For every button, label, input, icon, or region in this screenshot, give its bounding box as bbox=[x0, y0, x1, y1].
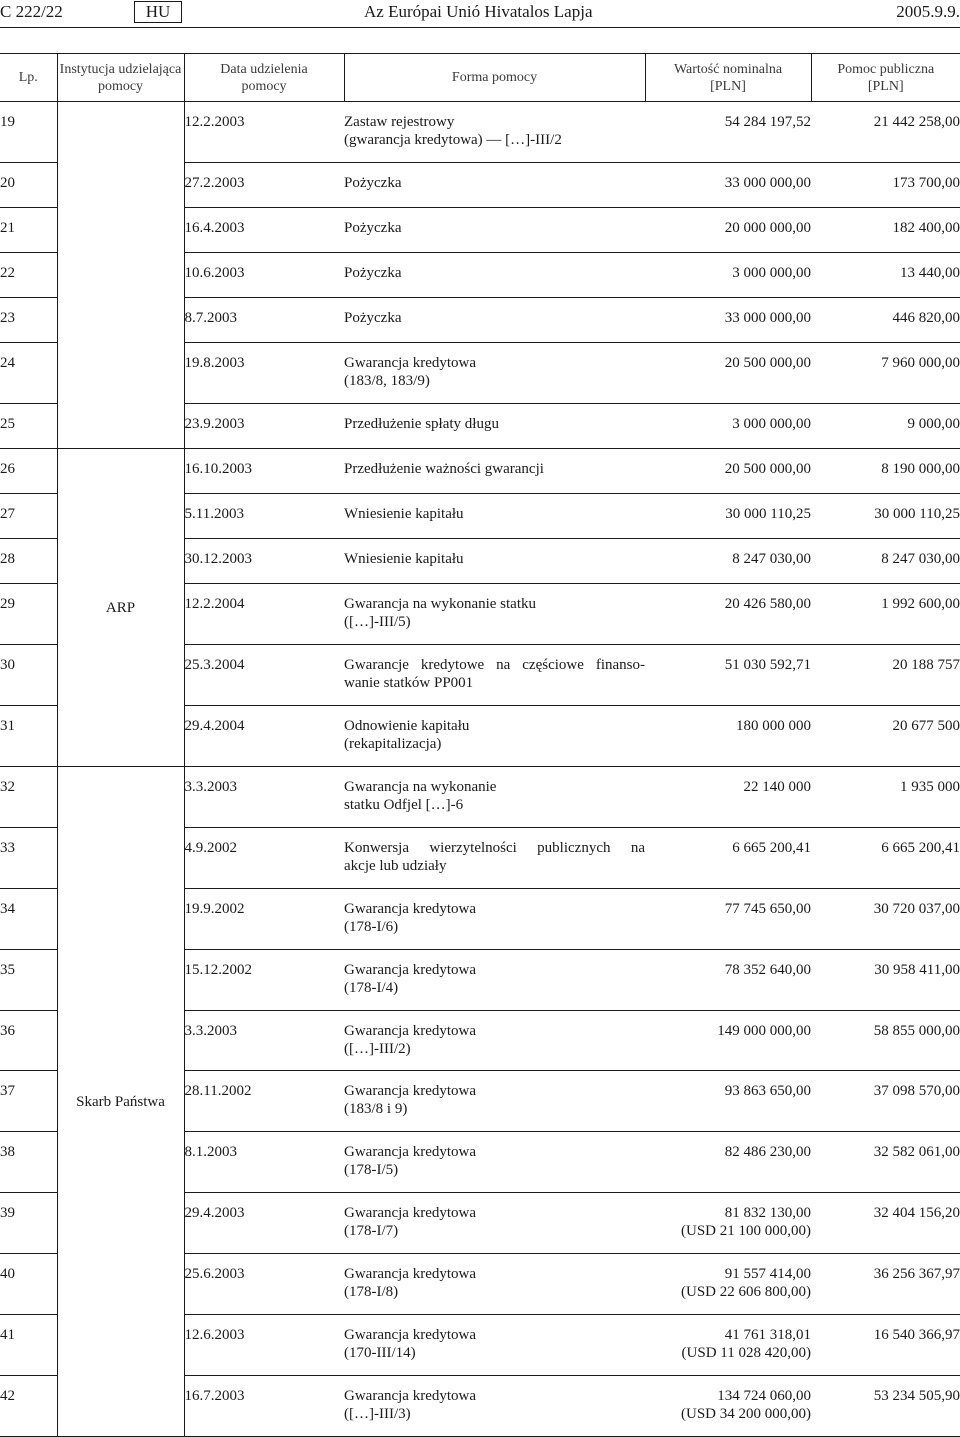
column-header-lp: Lp. bbox=[0, 54, 57, 102]
nominal-value: 33 000 000,00 bbox=[645, 298, 811, 343]
row-number: 20 bbox=[0, 163, 57, 208]
aid-form: Gwarancja kredytowa (183/8 i 9) bbox=[344, 1071, 645, 1132]
public-aid-value: 6 665 200,41 bbox=[811, 828, 960, 889]
grant-date: 23.9.2003 bbox=[184, 404, 344, 449]
nominal-value: 134 724 060,00 (USD 34 200 000,00) bbox=[645, 1376, 811, 1437]
grant-date: 3.3.2003 bbox=[184, 1011, 344, 1071]
aid-form: Wniesienie kapitału bbox=[344, 494, 645, 539]
row-number: 23 bbox=[0, 298, 57, 343]
public-aid-value: 446 820,00 bbox=[811, 298, 960, 343]
grant-date: 19.8.2003 bbox=[184, 343, 344, 404]
nominal-value: 77 745 650,00 bbox=[645, 889, 811, 950]
aid-form: Gwarancja kredytowa (178-I/6) bbox=[344, 889, 645, 950]
grant-date: 12.2.2004 bbox=[184, 584, 344, 645]
aid-form: Pożyczka bbox=[344, 253, 645, 298]
row-number: 28 bbox=[0, 539, 57, 584]
column-header-institution: Instytucja udzielająca pomocy bbox=[57, 54, 184, 102]
nominal-value: 3 000 000,00 bbox=[645, 404, 811, 449]
grant-date: 29.4.2003 bbox=[184, 1193, 344, 1254]
aid-form: Gwarancja kredytowa ([…]-III/2) bbox=[344, 1011, 645, 1071]
grant-date: 4.9.2002 bbox=[184, 828, 344, 889]
grant-date: 16.4.2003 bbox=[184, 208, 344, 253]
header-row bbox=[0, 54, 960, 102]
nominal-value: 3 000 000,00 bbox=[645, 253, 811, 298]
page-header bbox=[0, 0, 960, 26]
row-number: 39 bbox=[0, 1193, 57, 1254]
aid-form: Pożyczka bbox=[344, 163, 645, 208]
issue-date: 2005.9.9. bbox=[896, 2, 960, 21]
aid-form: Gwarancja na wykonanie statku Odfjel […]-6 bbox=[344, 767, 645, 828]
row-number: 26 bbox=[0, 449, 57, 494]
nominal-value: 20 500 000,00 bbox=[645, 343, 811, 404]
row-number: 35 bbox=[0, 950, 57, 1011]
grant-date: 19.9.2002 bbox=[184, 889, 344, 950]
public-aid-value: 36 256 367,97 bbox=[811, 1254, 960, 1315]
row-number: 25 bbox=[0, 404, 57, 449]
aid-form: Gwarancja kredytowa (170-III/14) bbox=[344, 1315, 645, 1376]
nominal-value: 8 247 030,00 bbox=[645, 539, 811, 584]
grant-date: 15.12.2002 bbox=[184, 950, 344, 1011]
aid-form: Pożyczka bbox=[344, 208, 645, 253]
public-aid-value: 30 720 037,00 bbox=[811, 889, 960, 950]
aid-form: Gwarancja kredytowa (178-I/4) bbox=[344, 950, 645, 1011]
language-badge: HU bbox=[134, 1, 182, 23]
public-aid-value: 37 098 570,00 bbox=[811, 1071, 960, 1132]
nominal-value: 91 557 414,00 (USD 22 606 800,00) bbox=[645, 1254, 811, 1315]
journal-title: Az Európai Unió Hivatalos Lapja bbox=[364, 2, 593, 21]
aid-form: Gwarancja kredytowa (178-I/8) bbox=[344, 1254, 645, 1315]
public-aid-value: 1 992 600,00 bbox=[811, 584, 960, 645]
row-number: 42 bbox=[0, 1376, 57, 1437]
institution-cell: ARP bbox=[57, 449, 184, 767]
row-number: 36 bbox=[0, 1011, 57, 1071]
aid-form: Gwarancja kredytowa (183/8, 183/9) bbox=[344, 343, 645, 404]
nominal-value: 51 030 592,71 bbox=[645, 645, 811, 706]
grant-date: 27.2.2003 bbox=[184, 163, 344, 208]
nominal-value: 22 140 000 bbox=[645, 767, 811, 828]
column-header-public: Pomoc publiczna [PLN] bbox=[811, 54, 960, 102]
row-number: 22 bbox=[0, 253, 57, 298]
row-number: 27 bbox=[0, 494, 57, 539]
aid-form: Przedłużenie spłaty długu bbox=[344, 404, 645, 449]
nominal-value: 82 486 230,00 bbox=[645, 1132, 811, 1193]
aid-form: Gwarancja kredytowa ([…]-III/3) bbox=[344, 1376, 645, 1437]
aid-form: Gwarancja kredytowa (178-I/7) bbox=[344, 1193, 645, 1254]
public-aid-value: 58 855 000,00 bbox=[811, 1011, 960, 1071]
row-number: 34 bbox=[0, 889, 57, 950]
grant-date: 28.11.2002 bbox=[184, 1071, 344, 1132]
aid-form: Wniesienie kapitału bbox=[344, 539, 645, 584]
grant-date: 25.6.2003 bbox=[184, 1254, 344, 1315]
aid-form: Odnowienie kapitału (rekapitalizacja) bbox=[344, 706, 645, 767]
public-aid-value: 182 400,00 bbox=[811, 208, 960, 253]
row-number: 29 bbox=[0, 584, 57, 645]
nominal-value: 20 500 000,00 bbox=[645, 449, 811, 494]
aid-form: Przedłużenie ważności gwarancji bbox=[344, 449, 645, 494]
page-number: C 222/22 bbox=[0, 2, 63, 21]
table-row bbox=[0, 102, 960, 163]
row-number: 21 bbox=[0, 208, 57, 253]
nominal-value: 33 000 000,00 bbox=[645, 163, 811, 208]
column-header-form: Forma pomocy bbox=[344, 54, 645, 102]
public-aid-value: 9 000,00 bbox=[811, 404, 960, 449]
nominal-value: 81 832 130,00 (USD 21 100 000,00) bbox=[645, 1193, 811, 1254]
public-aid-value: 30 958 411,00 bbox=[811, 950, 960, 1011]
column-header-date: Data udzielenia pomocy bbox=[184, 54, 344, 102]
row-number: 19 bbox=[0, 102, 57, 163]
public-aid-value: 1 935 000 bbox=[811, 767, 960, 828]
nominal-value: 30 000 110,25 bbox=[645, 494, 811, 539]
table-head bbox=[0, 54, 960, 102]
grant-date: 16.10.2003 bbox=[184, 449, 344, 494]
nominal-value: 20 000 000,00 bbox=[645, 208, 811, 253]
public-aid-value: 30 000 110,25 bbox=[811, 494, 960, 539]
table-row bbox=[0, 767, 960, 828]
nominal-value: 54 284 197,52 bbox=[645, 102, 811, 163]
row-number: 32 bbox=[0, 767, 57, 828]
public-aid-value: 21 442 258,00 bbox=[811, 102, 960, 163]
grant-date: 5.11.2003 bbox=[184, 494, 344, 539]
grant-date: 3.3.2003 bbox=[184, 767, 344, 828]
grant-date: 30.12.2003 bbox=[184, 539, 344, 584]
grant-date: 25.3.2004 bbox=[184, 645, 344, 706]
nominal-value: 78 352 640,00 bbox=[645, 950, 811, 1011]
grant-date: 10.6.2003 bbox=[184, 253, 344, 298]
header-rule bbox=[0, 27, 960, 28]
row-number: 33 bbox=[0, 828, 57, 889]
nominal-value: 93 863 650,00 bbox=[645, 1071, 811, 1132]
aid-form: Gwarancja kredytowa (178-I/5) bbox=[344, 1132, 645, 1193]
institution-cell bbox=[57, 102, 184, 449]
public-aid-value: 7 960 000,00 bbox=[811, 343, 960, 404]
aid-form: Gwarancje kredytowe na częściowe finanso- wanie statków PP001 bbox=[344, 645, 645, 706]
nominal-value: 180 000 000 bbox=[645, 706, 811, 767]
row-number: 38 bbox=[0, 1132, 57, 1193]
public-aid-value: 20 677 500 bbox=[811, 706, 960, 767]
institution-cell: Skarb Państwa bbox=[57, 767, 184, 1437]
aid-form: Konwersja wierzytelności publicznych na akcje lub udziały bbox=[344, 828, 645, 889]
nominal-value: 20 426 580,00 bbox=[645, 584, 811, 645]
public-aid-value: 20 188 757 bbox=[811, 645, 960, 706]
row-number: 31 bbox=[0, 706, 57, 767]
row-number: 40 bbox=[0, 1254, 57, 1315]
aid-form: Zastaw rejestrowy (gwarancja kredytowa) — […]-III/2 bbox=[344, 102, 645, 163]
public-aid-value: 16 540 366,97 bbox=[811, 1315, 960, 1376]
nominal-value: 41 761 318,01 (USD 11 028 420,00) bbox=[645, 1315, 811, 1376]
grant-date: 12.2.2003 bbox=[184, 102, 344, 163]
aid-form: Gwarancja na wykonanie statku ([…]-III/5) bbox=[344, 584, 645, 645]
grant-date: 8.1.2003 bbox=[184, 1132, 344, 1193]
public-aid-value: 8 190 000,00 bbox=[811, 449, 960, 494]
aid-table bbox=[0, 53, 960, 1437]
row-number: 41 bbox=[0, 1315, 57, 1376]
row-number: 24 bbox=[0, 343, 57, 404]
grant-date: 29.4.2004 bbox=[184, 706, 344, 767]
public-aid-value: 173 700,00 bbox=[811, 163, 960, 208]
column-header-nominal: Wartość nominalna [PLN] bbox=[645, 54, 811, 102]
table-body bbox=[0, 102, 960, 1437]
row-number: 37 bbox=[0, 1071, 57, 1132]
row-number: 30 bbox=[0, 645, 57, 706]
grant-date: 8.7.2003 bbox=[184, 298, 344, 343]
grant-date: 12.6.2003 bbox=[184, 1315, 344, 1376]
nominal-value: 149 000 000,00 bbox=[645, 1011, 811, 1071]
grant-date: 16.7.2003 bbox=[184, 1376, 344, 1437]
public-aid-value: 32 582 061,00 bbox=[811, 1132, 960, 1193]
aid-form: Pożyczka bbox=[344, 298, 645, 343]
public-aid-value: 53 234 505,90 bbox=[811, 1376, 960, 1437]
nominal-value: 6 665 200,41 bbox=[645, 828, 811, 889]
table-row bbox=[0, 449, 960, 494]
public-aid-value: 8 247 030,00 bbox=[811, 539, 960, 584]
public-aid-value: 13 440,00 bbox=[811, 253, 960, 298]
public-aid-value: 32 404 156,20 bbox=[811, 1193, 960, 1254]
